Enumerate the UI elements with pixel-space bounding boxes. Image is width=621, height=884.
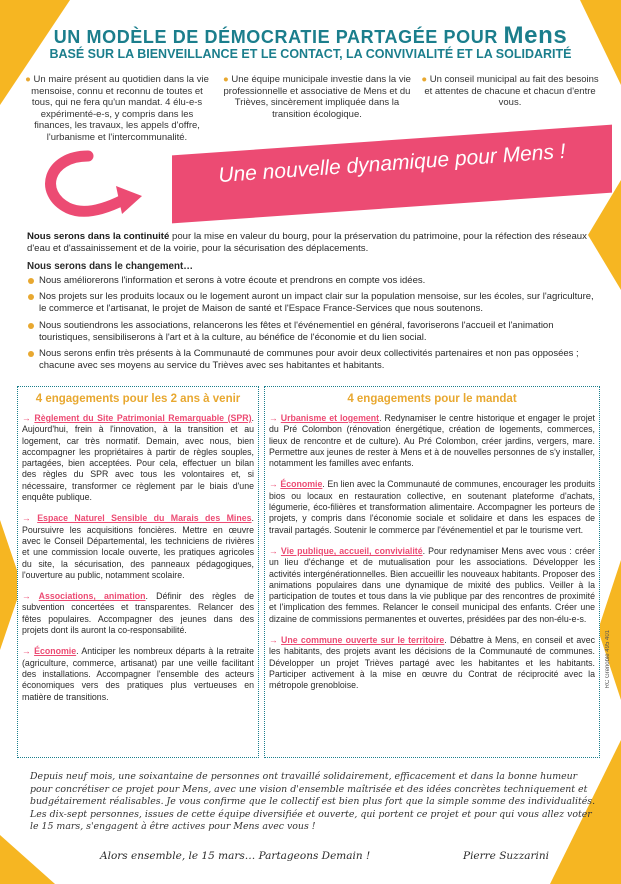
banner-slogan: Une nouvelle dynamique pour Mens ! — [217, 139, 567, 188]
list-item: Nous améliorerons l'information et serons à votre écoute et prendrons en compte vos idées. — [27, 275, 597, 287]
curved-arrow-icon — [28, 148, 148, 228]
engagement-item: → Associations, animation. Définir des règles de subvention concertées et transparentes. Relancer des fêtes populaires. Accompagner des jeunes dans des projets dont ils auront la co-responsabilité. — [22, 591, 254, 636]
changes-heading: Nous serons dans le changement… — [27, 261, 194, 272]
page-subtitle: BASÉ SUR LA BIENVEILLANCE ET LE CONTACT, LA CONVIVIALITÉ ET LA SOLIDARITÉ — [49, 47, 572, 61]
box-title: 4 engagements pour le mandat — [347, 393, 517, 405]
engagements-2-years-box — [17, 386, 259, 758]
top-point: ● Un maire présent au quotidien dans la vie mensoise, connu et reconnu de toutes et tous, qui ne fera qu'un mandat. 4 élu-e-s expérimenté-e-s, y compris dans les finances, les travaux, les appels d'offre, l'urbanisme et l'intercommunalité. — [25, 74, 209, 143]
list-item: Nous soutiendrons les associations, relancerons les fêtes et l'événementiel en général, favoriserons l'accueil et l'animation touristiques, sensibiliserons à l'art et à la culture, au bénéfice de l'économie et du lien social. — [27, 320, 597, 344]
list-item: Nos projets sur les produits locaux ou le logement auront un impact clair sur la population mensoise, sur les écoles, sur l'agriculture, le commerce et l'artisanat, le projet de Maison de santé et l'Espace France-Services que nous soutenons. — [27, 291, 597, 315]
list-item: Nous serons enfin très présents à la Communauté de communes pour avoir deux collectivités partenaires et non pas opposées ; chacune avec ses moyens au service du Trièves avec ses habitantes et habitants. — [27, 348, 597, 372]
box-title: 4 engagements pour les 2 ans à venir — [35, 393, 241, 405]
registration-note: RC Grenoble 495 401 — [605, 630, 611, 689]
engagements-mandate-box — [264, 386, 600, 758]
engagement-item: → Urbanisme et logement. Redynamiser le centre historique et engager le projet du Pré Colombon (rénovation énergétique, création de logements, commerces, lieux de rencontre et de culture). Au Pré Colombon, créer jardins, vergers, mare. Permettre aux jeunes de rester à Mens et à de nouvelles personnes de s'y installer, notamment les familles avec enfants. — [269, 413, 595, 469]
engagement-item: → Une commune ouverte sur le territoire. Débattre à Mens, en conseil et avec les habitants, des projets avant les décisions de la Communauté de communes. Développer un projet Trièves partagé avec les habitantes et les habitants. Participer activement à la mise en œuvre du Contrat de réciprocité avec la métropole grenobloise. — [269, 635, 595, 691]
engagement-item: → Règlement du Site Patrimonial Remarquable (SPR). Aujourd'hui, frein à l'innovation, à la transition et au logement, car très normatif. Demain, avec nous, bien accompagner les propriétaires à partir de règles souples, partagées, bien acceptées. Pour cela, effectuer un bilan des règles du SPR avec tous les volontaires et, si nécessaire, transformer ce règlement par le biais d'une enquête publique. — [22, 413, 254, 503]
top-point: ● Une équipe municipale investie dans la vie professionnelle et associative de Mens et du Trièves, sincèrement impliquée dans la transition écologique. — [223, 74, 411, 120]
engagement-item: → Économie. Anticiper les nombreux départs à la retraite (agriculture, commerce, artisanat) par une veille facilitant des installations. Accompagner l'ensemble des acteurs économiques vers des pratiques plus vertueuses en matière de transitions. — [22, 646, 254, 702]
changes-list — [27, 275, 597, 376]
intro-paragraph: Nous serons dans la continuité pour la mise en valeur du bourg, pour la préservation du patrimoine, pour la réfection des réseaux d'eau et d'assainissement et de la voirie, pour la sécurisation des déplacements. — [27, 231, 587, 255]
closing-paragraph: Depuis neuf mois, une soixantaine de personnes ont travaillé solidairement, efficacement et dans la bonne humeur pour concrétiser ce projet pour Mens, avec une vision d'ensemble maîtrisée et des idées concrètes techniquement et budgétairement réalisables. Je vous confirme que le collectif est bien plus fort que la simple somme des individualités. Les dix-sept personnes, issues de cette équipe diversifiée et ouverte, qui portent ce projet et pour qui vous allez voter le 15 mars, s'engagent à être actives pour Mens avec vous ! — [30, 771, 596, 833]
top-point: ● Un conseil municipal au fait des besoins et attentes de chacune et chacun d'entre vous. — [421, 74, 599, 109]
engagement-item: → Économie. En lien avec la Communauté de communes, encourager les produits bios ou locaux en restauration collective, en soutenant plateforme d'achats, légumerie, éco-filières et transformation alimentaire. Accompagner les porteurs de projets, y compris dans l'économie sociale et solidaire et dans les espaces de travail partagés. Soutenir le commerce par l'événementiel et par le tourisme vert. — [269, 479, 595, 535]
signature-name: Pierre Suzzarini — [463, 850, 550, 862]
engagement-item: → Espace Naturel Sensible du Marais des Mines. Poursuivre les acquisitions foncières. Mettre en œuvre avec le Conseil Départemental, les techniciens de rivières et une commission locale ouverte, les pratiques agricoles du site, la sécurisation, des panneaux pédagogiques, l'ouverture au public, notamment scolaire. — [22, 513, 254, 580]
closing-slogan: Alors ensemble, le 15 mars… Partageons Demain ! — [100, 850, 371, 862]
engagement-item: → Vie publique, accueil, convivialité. Pour redynamiser Mens avec vous : créer un lieu d'échange et de mutualisation pour les associations. Développer les activités intergénérationnelles. Bien accueillir les nouveaux habitants. Proposer des animations populaires dans une dynamique de mixité des publics. Veiller à la participation de toutes et tous dans la vie publique par des rencontres de proximité et l'implication des femmes. Relancer le conseil municipal des enfants. Créer une dizaine de commissions permanentes et ouvertes, présidées par des non-élu-e-s. — [269, 545, 595, 624]
page-title: UN MODÈLE DE DÉMOCRATIE PARTAGÉE POUR Mens — [53, 22, 568, 49]
